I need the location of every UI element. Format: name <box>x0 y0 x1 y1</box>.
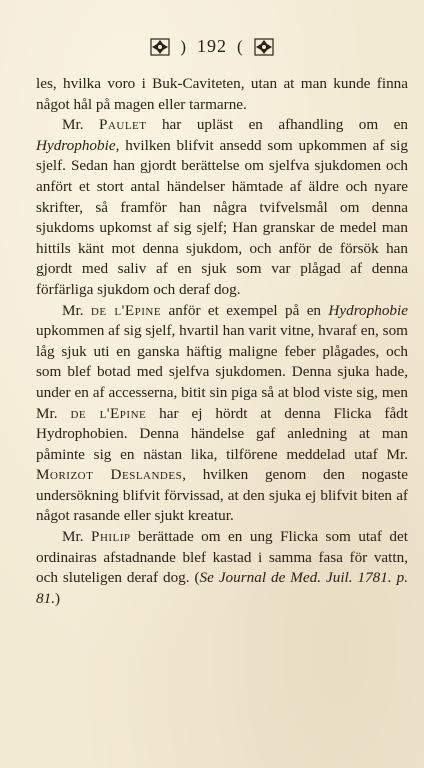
text-run: ) <box>54 589 61 607</box>
italic-text: Hydrophobie <box>36 136 116 154</box>
header-right-paren: ( <box>237 36 244 56</box>
header-left-paren: ) <box>180 36 187 56</box>
text-run: , hvilken blifvit ansedd som upkommen af sig sjelf. Sedan han gjordt berättelse om sjelfva sjukdomen och anfört et stort antal händelser hämtade af äldre och nyare skrifter, så framför han några tvifvelsmål om denna sjukdoms upkomst af sig sjelf; Han granskar de medel man hittils känt mot denna sjukdom, och anför de försök han gjordt med saliv af en sjuk som var plågad af denna förfärliga sjukdom och deraf dog. <box>36 136 408 298</box>
person-name: de l'Epine <box>70 404 147 422</box>
page-header <box>0 36 424 57</box>
floral-ornament-icon <box>254 38 274 56</box>
text-run: Mr. <box>62 116 99 134</box>
text-run: upkommen af sig sjelf, hvartil han varit vitne, hvaraf en, som låg sjuk uti en ganska häftig maligne feber plågades, och som blef botad med sjelfva sjukdomen. Denna sjuka hade, under en af accesserna, bitit sin piga så at blod viste sig, men Mr. <box>36 322 408 422</box>
text-run: anför et exempel på en <box>161 301 329 319</box>
person-name: Morizot Deslandes <box>36 466 183 484</box>
floral-ornament-icon <box>150 38 170 56</box>
paragraph <box>36 301 408 528</box>
paragraph <box>36 115 408 300</box>
text-run: har upläst en afhandling om en <box>146 116 408 134</box>
page-number: 192 <box>197 36 227 56</box>
text-run: Mr. <box>62 528 91 546</box>
body-text <box>36 74 408 609</box>
text-run: les, hvilka voro i Buk-Caviteten, utan at man kunde finna något hål på magen eller tarmarne. <box>36 75 408 113</box>
person-name: Paulet <box>99 116 147 134</box>
text-run: , hvilken genom den nogaste undersökning blifvit förvissad, at den sjuka ej blifvit biten af något rasande eller sjukt kreatur. <box>36 466 408 525</box>
text-run: berättade om en ung Flicka som utaf det ordinairas afstadnande blef kastad i samma fasa för vattn, och sluteligen deraf dog. ( <box>36 528 408 587</box>
text-run: har ej hördt at denna Flicka fådt Hydrophobien. Denna händelse gaf anledning at man påminte sig en nästan lika, tilförene meddelad utaf Mr. <box>36 404 408 463</box>
italic-text: Hydrophobie <box>328 301 408 319</box>
paragraph <box>36 74 408 115</box>
person-name: Philip <box>91 528 131 546</box>
italic-text: Se Journal de Med. Juil. 1781. p. 81. <box>36 569 408 607</box>
person-name: de l'Epine <box>90 301 162 319</box>
text-run: Mr. <box>62 301 91 319</box>
paragraph <box>36 527 408 609</box>
